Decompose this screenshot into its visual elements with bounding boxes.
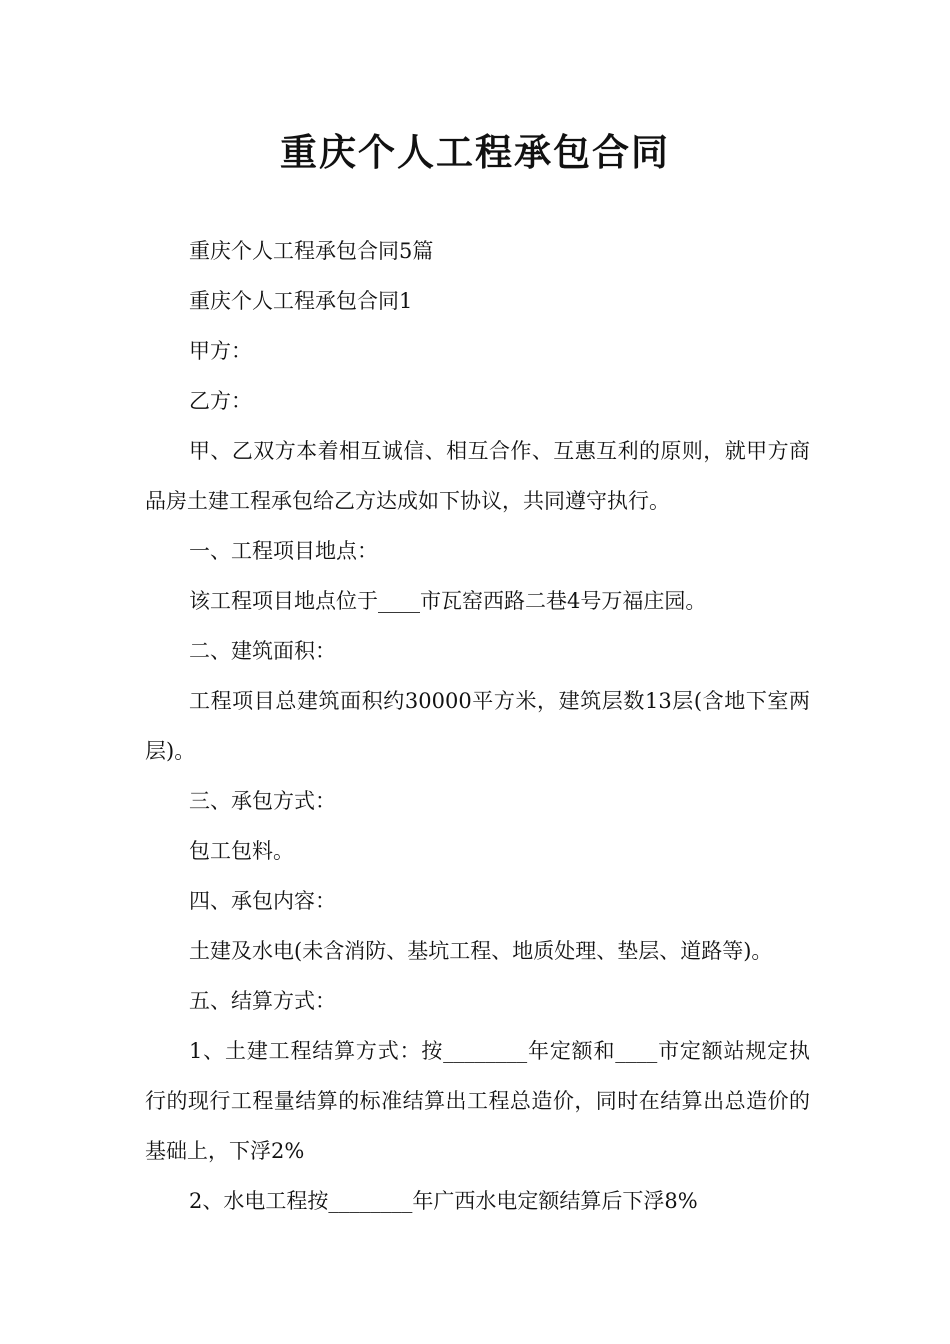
section-heading-location: 一、工程项目地点： bbox=[189, 539, 378, 563]
section-heading-settlement: 五、结算方式： bbox=[189, 989, 336, 1013]
paragraph-area: 工程项目总建筑面积约30000平方米，建筑层数13层(含地下室两层)。 bbox=[145, 689, 810, 763]
paragraph-location: 该工程项目地点位于____市瓦窑西路二巷4号万福庄园。 bbox=[189, 589, 707, 613]
paragraph-settlement-utilities: 2、水电工程按________年广西水电定额结算后下浮8% bbox=[189, 1189, 698, 1213]
paragraph-party-b: 乙方： bbox=[189, 389, 252, 413]
paragraph-settlement-civil: 1、土建工程结算方式：按________年定额和____市定额站规定执行的现行工程量结算的标准结算出工程总造价，同时在结算出总造价的基础上，下浮2% bbox=[145, 1039, 810, 1163]
section-heading-scope: 四、承包内容： bbox=[189, 889, 336, 913]
section-heading-area: 二、建筑面积： bbox=[189, 639, 336, 663]
document-title: 重庆个人工程承包合同 bbox=[280, 130, 670, 174]
paragraph-subtitle: 重庆个人工程承包合同5篇 bbox=[189, 239, 434, 263]
section-heading-method: 三、承包方式： bbox=[189, 789, 336, 813]
paragraph-party-a: 甲方： bbox=[189, 339, 252, 363]
paragraph-preamble: 甲、乙双方本着相互诚信、相互合作、互惠互利的原则，就甲方商品房土建工程承包给乙方达成如下协议，共同遵守执行。 bbox=[145, 439, 810, 513]
paragraph-contract-heading: 重庆个人工程承包合同1 bbox=[189, 289, 413, 313]
paragraph-scope: 土建及水电(未含消防、基坑工程、地质处理、垫层、道路等)。 bbox=[189, 939, 773, 963]
paragraph-method: 包工包料。 bbox=[189, 839, 294, 863]
document-body bbox=[145, 226, 810, 1226]
